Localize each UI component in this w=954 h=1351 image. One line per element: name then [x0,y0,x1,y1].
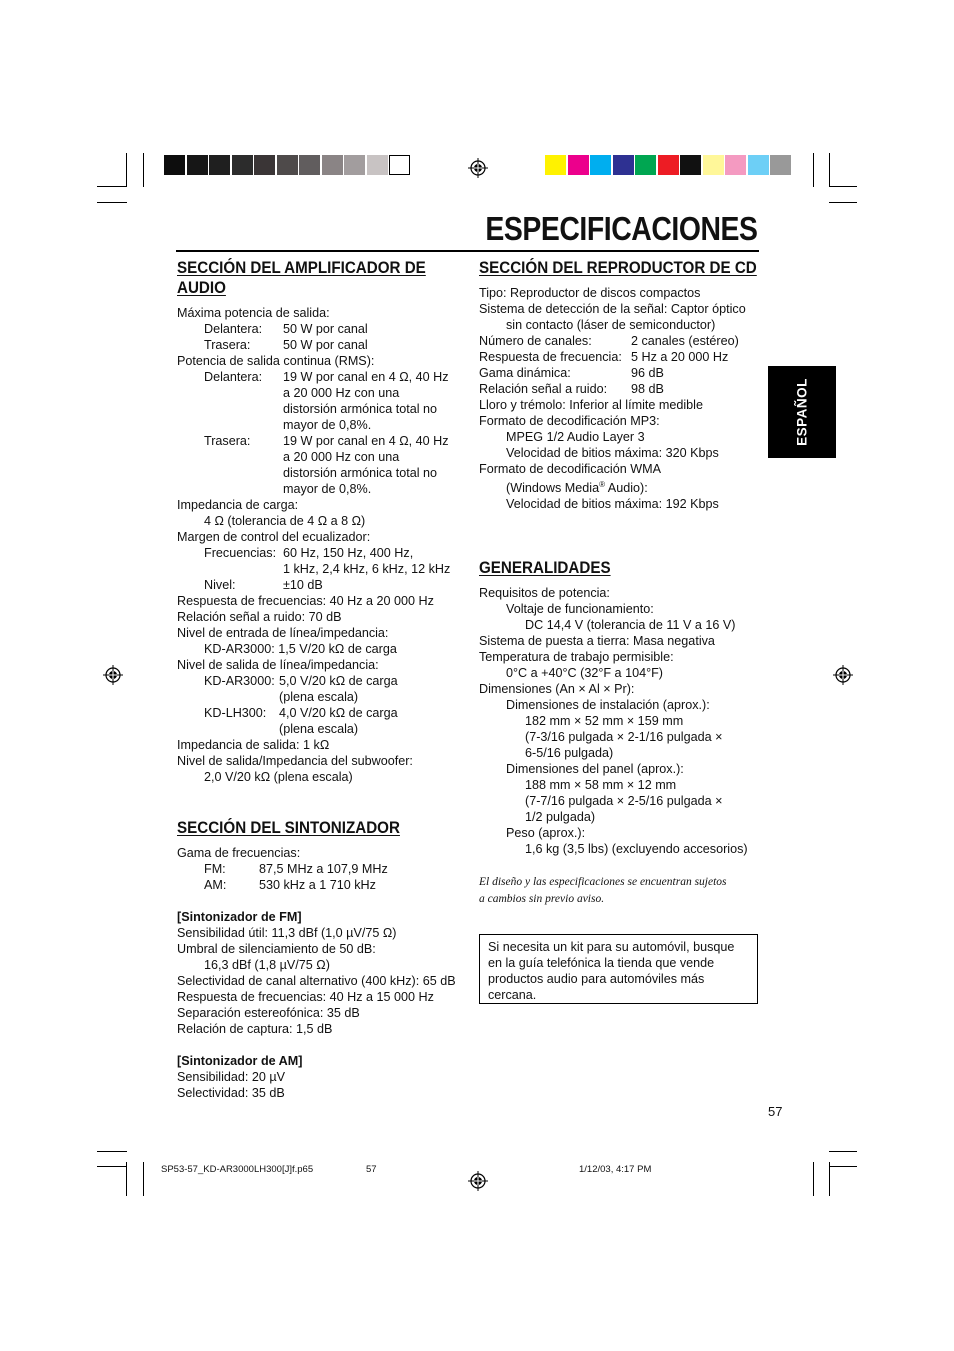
spec-label: KD-LH300: [204,706,267,720]
spec-value: Velocidad de bitios máxima: 320 Kbps [506,446,719,460]
spec-value: 1,6 kg (3,5 lbs) (excluyendo accesorios) [525,842,748,856]
box-line: productos audio para automóviles más [488,972,705,986]
amp-spec-list [177,305,462,785]
color-swatch [322,155,343,175]
spec-line: Separación estereofónica: 35 dB [177,1006,360,1020]
kit-info-box [479,934,758,1004]
spec-value: 19 W por canal en 4 Ω, 40 Hz [283,434,449,448]
spec-value: 2,0 V/20 kΩ (plena escala) [204,770,353,784]
spec-label: Número de canales: [479,334,592,348]
spec-label: Delantera: [204,370,263,384]
color-swatch [748,155,769,175]
spec-line: Respuesta de frecuencias: 40 Hz a 20 000 Hz [177,594,434,608]
spec-line: Selectividad de canal alternativo (400 kHz): 65 dB [177,974,456,988]
color-swatch [613,155,634,175]
spec-value: ±10 dB [283,578,323,592]
spec-line: Voltaje de funcionamiento: [506,602,654,616]
spec-value: 96 dB [631,366,664,380]
spec-line: Sensibilidad: 20 µV [177,1070,286,1084]
spec-value: 4 Ω (tolerancia de 4 Ω a 8 Ω) [204,514,366,528]
spec-value: KD-AR3000: 1,5 V/20 kΩ de carga [204,642,397,656]
spec-line: Sistema de puesta a tierra: Masa negativa [479,634,715,648]
spec-value: 87,5 MHz a 107,9 MHz [259,862,388,876]
color-swatch [770,155,791,175]
registration-mark-icon [468,1171,488,1191]
note-line: a cambios sin previo aviso. [479,893,605,905]
color-swatch [187,155,208,175]
spec-line: Peso (aprox.): [506,826,586,840]
spec-line: Margen de control del ecualizador: [177,530,371,544]
spec-value: 4,0 V/20 kΩ de carga [279,706,398,720]
color-swatch [389,155,410,175]
registered-mark: ® [599,480,605,489]
color-swatch [164,155,185,175]
spec-label: Nivel: [204,578,236,592]
cd-spec-list [479,285,764,512]
spec-value: a 20 000 Hz con una [283,386,400,400]
language-tab-label: ESPAÑOL [794,378,810,446]
spec-value: 530 kHz a 1 710 kHz [259,878,376,892]
color-swatch [658,155,679,175]
am-subheading: [Sintonizador de AM] [177,1054,303,1068]
spec-value: mayor de 0,8%. [283,482,372,496]
spec-line: Sensibilidad útil: 11,3 dBf (1,0 µV/75 Ω) [177,926,397,940]
language-tab [768,366,836,458]
footer-date: 1/12/03, 4:17 PM [579,1164,652,1175]
color-swatch [568,155,589,175]
disclaimer-note [479,874,727,908]
spec-line: Dimensiones del panel (aprox.): [506,762,684,776]
spec-value: 188 mm × 58 mm × 12 mm [525,778,677,792]
color-swatch [344,155,365,175]
box-line: cercana. [488,988,537,1002]
fm-subheading: [Sintonizador de FM] [177,910,302,924]
spec-value: (7-7/16 pulgada × 2-5/16 pulgada × [525,794,723,808]
spec-label: Relación señal a ruido: [479,382,608,396]
spec-value: (7-3/16 pulgada × 2-1/16 pulgada × [525,730,723,744]
color-swatch [703,155,724,175]
spec-label: Respuesta de frecuencia: [479,350,622,364]
spec-line: Gama de frecuencias: [177,846,301,860]
amp-heading [177,258,426,298]
spec-line: Dimensiones de instalación (aprox.): [506,698,710,712]
footer-filename: SP53-57_KD-AR3000LH300[J]f.p65 [161,1164,314,1175]
spec-value: distorsión armónica total no [283,466,438,480]
spec-line: Formato de decodificación WMA [479,462,661,476]
spec-line: Umbral de silenciamiento de 50 dB: [177,942,376,956]
spec-label: Gama dinámica: [479,366,571,380]
page-number: 57 [768,1104,783,1119]
color-swatch [254,155,275,175]
spec-label: Trasera: [204,434,251,448]
color-swatch [725,155,746,175]
tuner-spec-list [177,845,462,1101]
spec-value: 6-5/16 pulgada) [525,746,614,760]
spec-line: Sistema de detección de la señal: Captor óptico [479,302,746,316]
title-rule [176,250,759,252]
color-swatch [232,155,253,175]
general-heading: GENERALIDADES [479,559,611,577]
spec-line: Máxima potencia de salida: [177,306,330,320]
spec-line: Impedancia de carga: [177,498,299,512]
spec-value: 2 canales (estéreo) [631,334,739,348]
registration-mark-icon [103,665,123,685]
spec-value: (plena escala) [279,690,359,704]
spec-value: Velocidad de bitios máxima: 192 Kbps [506,497,719,512]
note-line: El diseño y las especificaciones se encuentran sujetos [479,876,727,888]
spec-line: Temperatura de trabajo permisible: [479,650,674,664]
spec-line: Tipo: Reproductor de discos compactos [479,286,701,300]
spec-line: Relación de captura: 1,5 dB [177,1022,333,1036]
spec-label: Frecuencias: [204,546,277,560]
spec-line: Relación señal a ruido: 70 dB [177,610,342,624]
spec-line: Dimensiones (An × Al × Pr): [479,682,635,696]
spec-label: AM: [204,878,227,892]
color-swatch [367,155,388,175]
spec-value: a 20 000 Hz con una [283,450,400,464]
spec-label: KD-AR3000: [204,674,275,688]
color-swatch [299,155,320,175]
color-swatch [277,155,298,175]
spec-line: Potencia de salida continua (RMS): [177,354,375,368]
spec-value: distorsión armónica total no [283,402,438,416]
spec-value: DC 14,4 V (tolerancia de 11 V a 16 V) [525,618,736,632]
spec-value: 50 W por canal [283,322,368,336]
spec-line: Requisitos de potencia: [479,586,610,600]
box-line: en la guía telefónica la tienda que vende [488,956,715,970]
spec-value: 19 W por canal en 4 Ω, 40 Hz [283,370,449,384]
color-swatch [635,155,656,175]
spec-line: Lloro y trémolo: Inferior al límite medible [479,398,703,412]
spec-value: 182 mm × 52 mm × 159 mm [525,714,684,728]
spec-value [479,477,764,496]
spec-line: Impedancia de salida: 1 kΩ [177,738,330,752]
color-swatch [680,155,701,175]
box-line: Si necesita un kit para su automóvil, busque [488,940,735,954]
spec-value: sin contacto (láser de semiconductor) [506,318,716,332]
spec-value: 5,0 V/20 kΩ de carga [279,674,398,688]
amp-heading-line2: AUDIO [177,279,226,297]
spec-value-part: (Windows Media [506,481,600,496]
spec-value: 0°C a +40°C (32°F a 104°F) [506,666,663,680]
page-title: ESPECIFICACIONES [485,210,758,247]
footer-page: 57 [366,1164,377,1175]
color-swatch [209,155,230,175]
spec-line: Nivel de salida de línea/impedancia: [177,658,379,672]
spec-label: Delantera: [204,322,263,336]
spec-value: 50 W por canal [283,338,368,352]
cd-heading: SECCIÓN DEL REPRODUCTOR DE CD [479,259,757,277]
spec-value: (plena escala) [279,722,359,736]
registration-mark-icon [833,665,853,685]
spec-value: 1/2 pulgada) [525,810,596,824]
spec-label: Trasera: [204,338,251,352]
tuner-heading: SECCIÓN DEL SINTONIZADOR [177,819,400,837]
spec-value: mayor de 0,8%. [283,418,372,432]
spec-value: MPEG 1/2 Audio Layer 3 [506,430,645,444]
spec-value-part: Audio): [605,481,648,496]
registration-mark-icon [468,158,488,178]
spec-line: Nivel de entrada de línea/impedancia: [177,626,389,640]
spec-value: 5 Hz a 20 000 Hz [631,350,729,364]
spec-line: Formato de decodificación MP3: [479,414,660,428]
spec-value: 98 dB [631,382,664,396]
color-swatch [545,155,566,175]
spec-line: Nivel de salida/Impedancia del subwoofer: [177,754,413,768]
general-spec-list [479,585,764,857]
color-swatch [590,155,611,175]
amp-heading-line1: SECCIÓN DEL AMPLIFICADOR DE [177,259,426,277]
spec-line: Respuesta de frecuencias: 40 Hz a 15 000 Hz [177,990,434,1004]
spec-value: 16,3 dBf (1,8 µV/75 Ω) [204,958,330,972]
spec-line: Selectividad: 35 dB [177,1086,285,1100]
spec-label: FM: [204,862,226,876]
spec-value: 60 Hz, 150 Hz, 400 Hz, [283,546,414,560]
spec-value: 1 kHz, 2,4 kHz, 6 kHz, 12 kHz [283,562,451,576]
